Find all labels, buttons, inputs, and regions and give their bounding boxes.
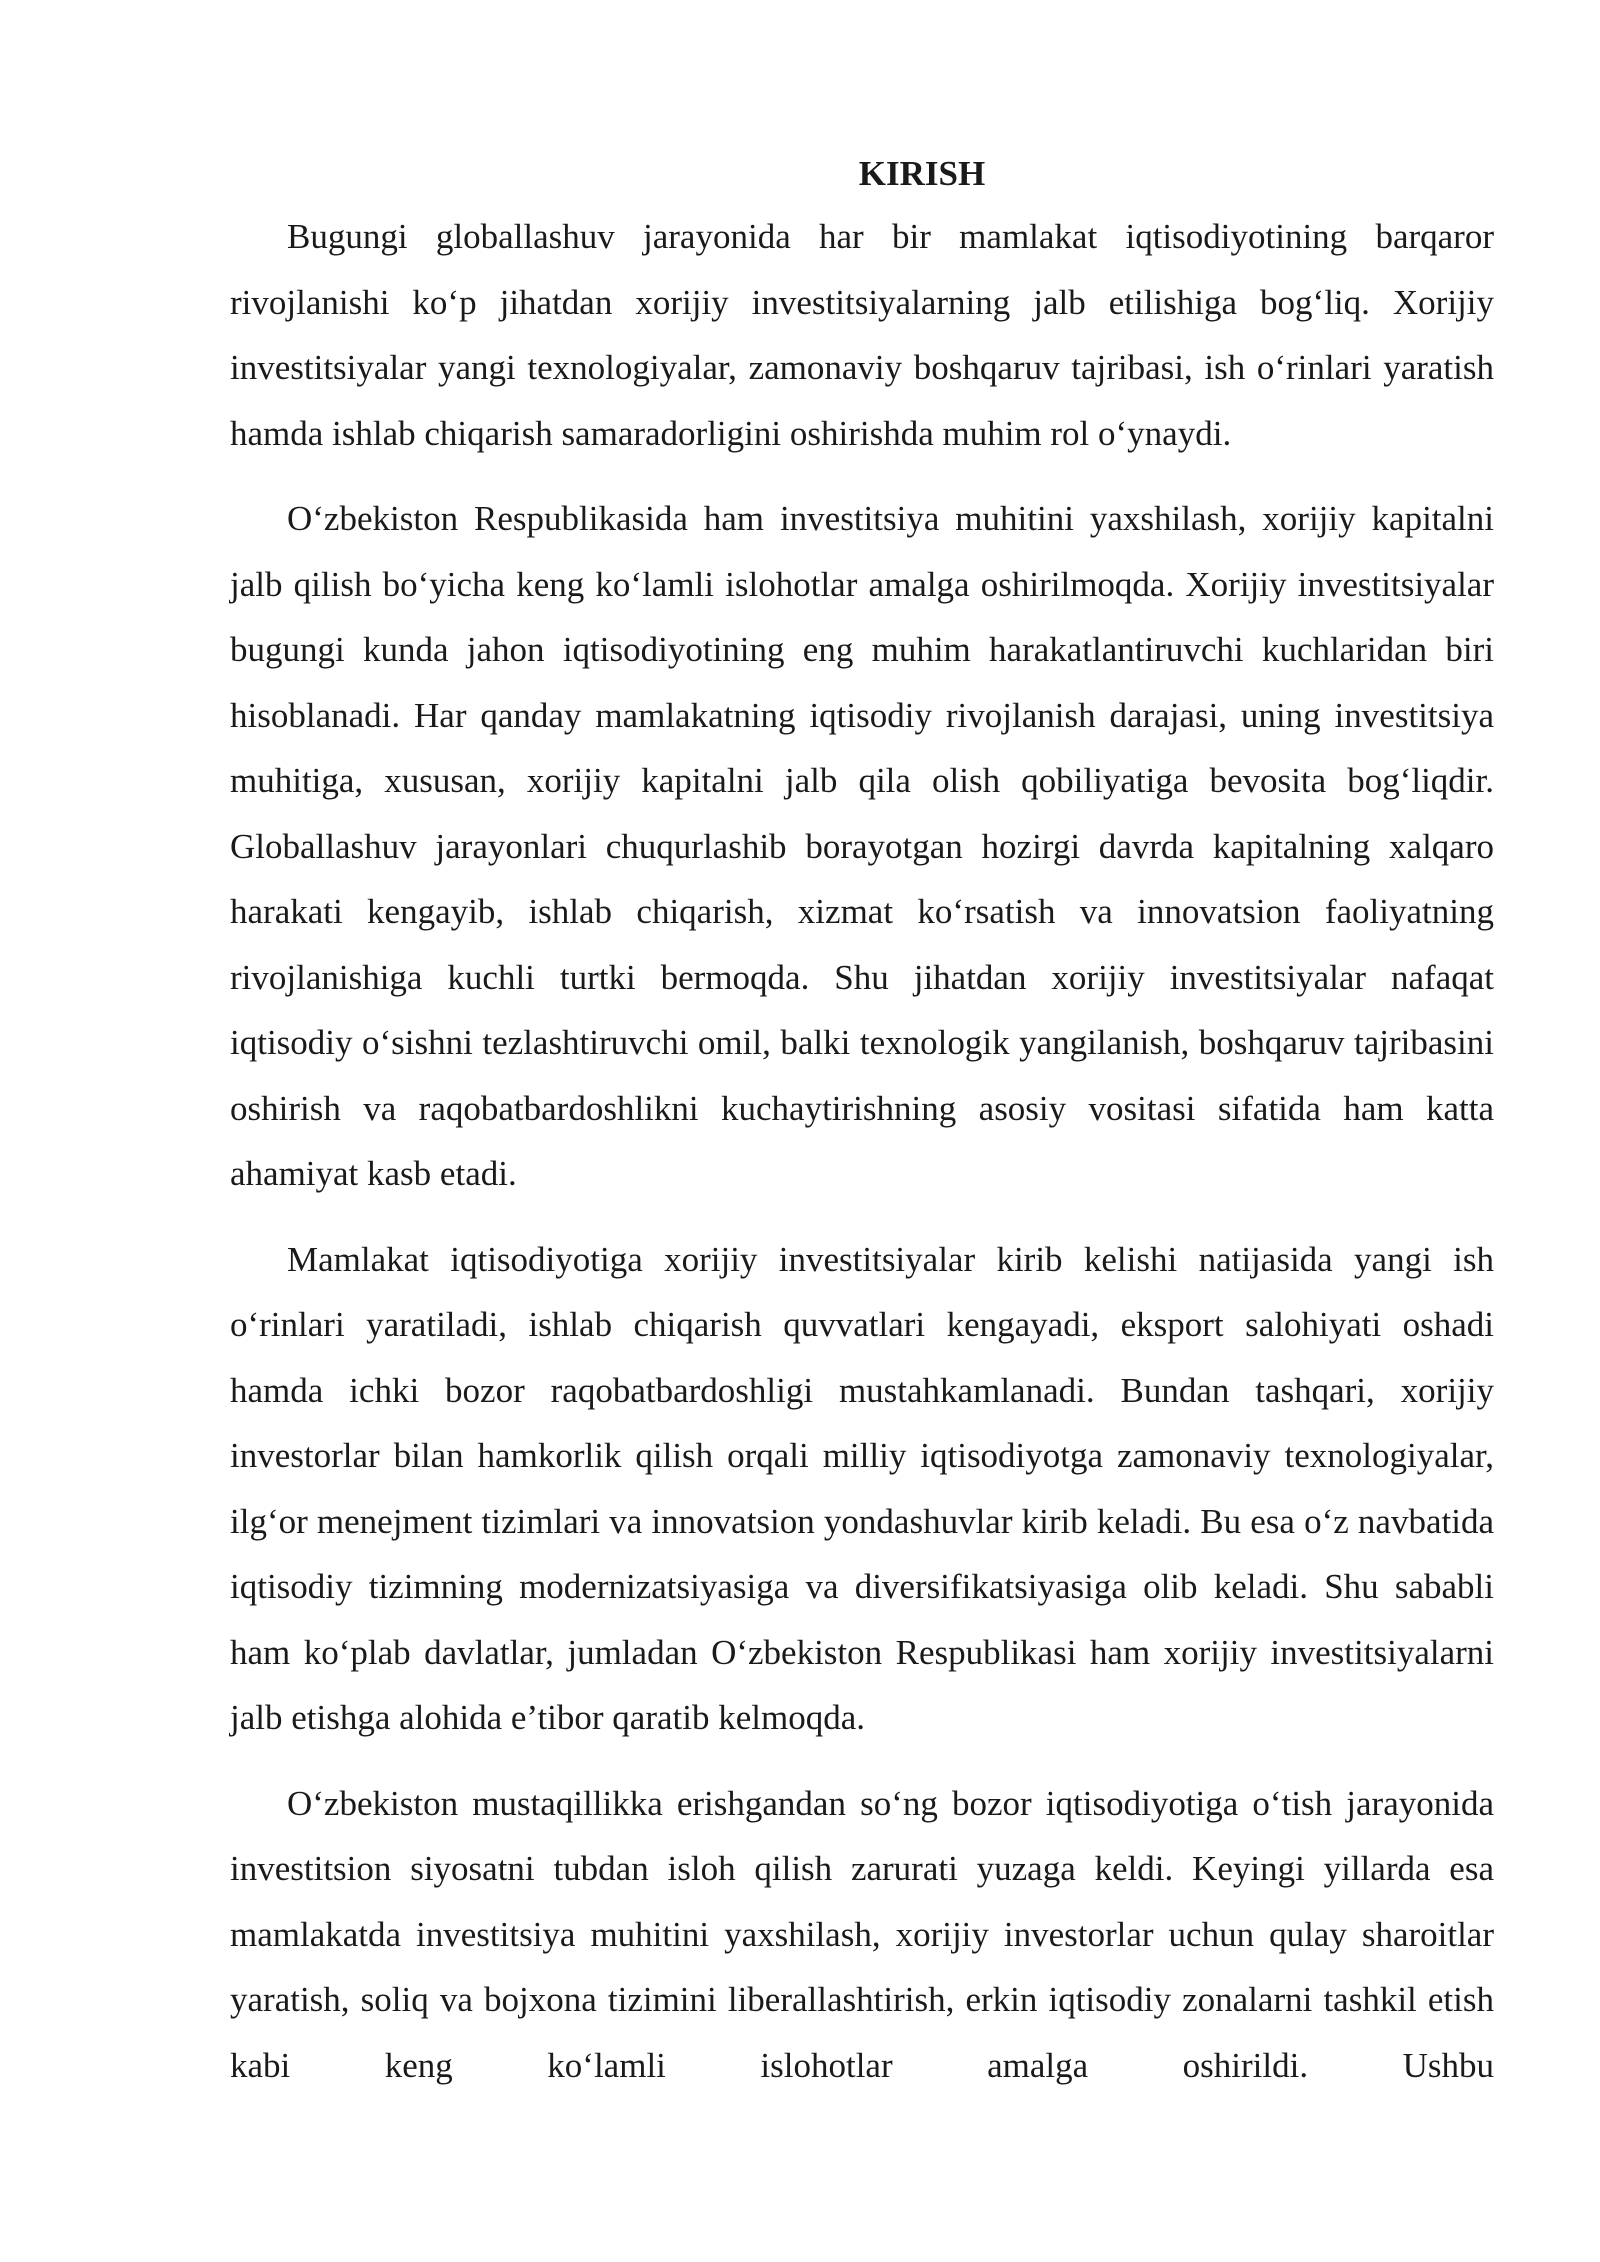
paragraph-2: O‘zbekiston Respublikasida ham investitsiya muhitini yaxshilash, xorijiy kapitalni jalb qilish bo‘yicha keng ko‘lamli islohotlar amalga oshirilmoqda. Xorijiy investitsiyalar bugungi kunda jahon iqtisodiyotining eng muhim harakatlantiruvchi kuchlaridan biri hisoblanadi. Har qanday mamlakatning iqtisodiy rivojlanish darajasi, uning investitsiya muhitiga, xususan, xorijiy kapitalni jalb qila olish qobiliyatiga bevosita bog‘liqdir. Globallashuv jarayonlari chuqurlashib borayotgan hozirgi davrda kapitalning xalqaro harakati kengayib, ishlab chiqarish, xizmat ko‘rsatish va innovatsion faoliyatning rivojlanishiga kuchli turtki bermoqda. Shu jihatdan xorijiy investitsiyalar nafaqat iqtisodiy o‘sishni tezlashtiruvchi omil, balki texnologik yangilanish, boshqaruv tajribasini oshirish va raqobatbardoshlikni kuchaytirishning asosiy vositasi sifatida ham katta ahamiyat kasb etadi. — [230, 499, 1494, 1193]
section-title: KIRISH — [858, 154, 986, 193]
paragraph-4: O‘zbekiston mustaqillikka erishgandan so‘ng bozor iqtisodiyotiga o‘tish jarayonida investitsion siyosatni tubdan isloh qilish zarurati yuzaga keldi. Keyingi yillarda esa mamlakatda investitsiya muhitini yaxshilash, xorijiy investorlar uchun qulay sharoitlar yaratish, soliq va bojxona tizimini liberallashtirish, erkin iqtisodiy zonalarni tashkil etish kabi keng ko‘lamli islohotlar amalga oshirildi. Ushbu — [230, 1783, 1494, 2085]
paragraph-3: Mamlakat iqtisodiyotiga xorijiy investitsiyalar kirib kelishi natijasida yangi ish o‘rinlari yaratiladi, ishlab chiqarish quvvatlari kengayadi, eksport salohiyati oshadi hamda ichki bozor raqobatbardoshligi mustahkamlanadi. Bundan tashqari, xorijiy investorlar bilan hamkorlik qilish orqali milliy iqtisodiyotga zamonaviy texnologiyalar, ilg‘or menejment tizimlari va innovatsion yondashuvlar kirib keladi. Bu esa o‘z navbatida iqtisodiy tizimning modernizatsiyasiga va diversifikatsiyasiga olib keladi. Shu sababli ham ko‘plab davlatlar, jumladan O‘zbekiston Respublikasi ham xorijiy investitsiyalarni jalb etishga alohida e’tibor qaratib kelmoqda. — [230, 1239, 1494, 1737]
document-body — [230, 148, 1494, 2098]
paragraph-1: Bugungi globallashuv jarayonida har bir mamlakat iqtisodiyotining barqaror rivojlanishi ko‘p jihatdan xorijiy investitsiyalarning jalb etilishiga bog‘liq. Xorijiy investitsiyalar yangi texnologiyalar, zamonaviy boshqaruv tajribasi, ish o‘rinlari yaratish hamda ishlab chiqarish samaradorligini oshirishda muhim rol o‘ynaydi. — [230, 217, 1494, 453]
